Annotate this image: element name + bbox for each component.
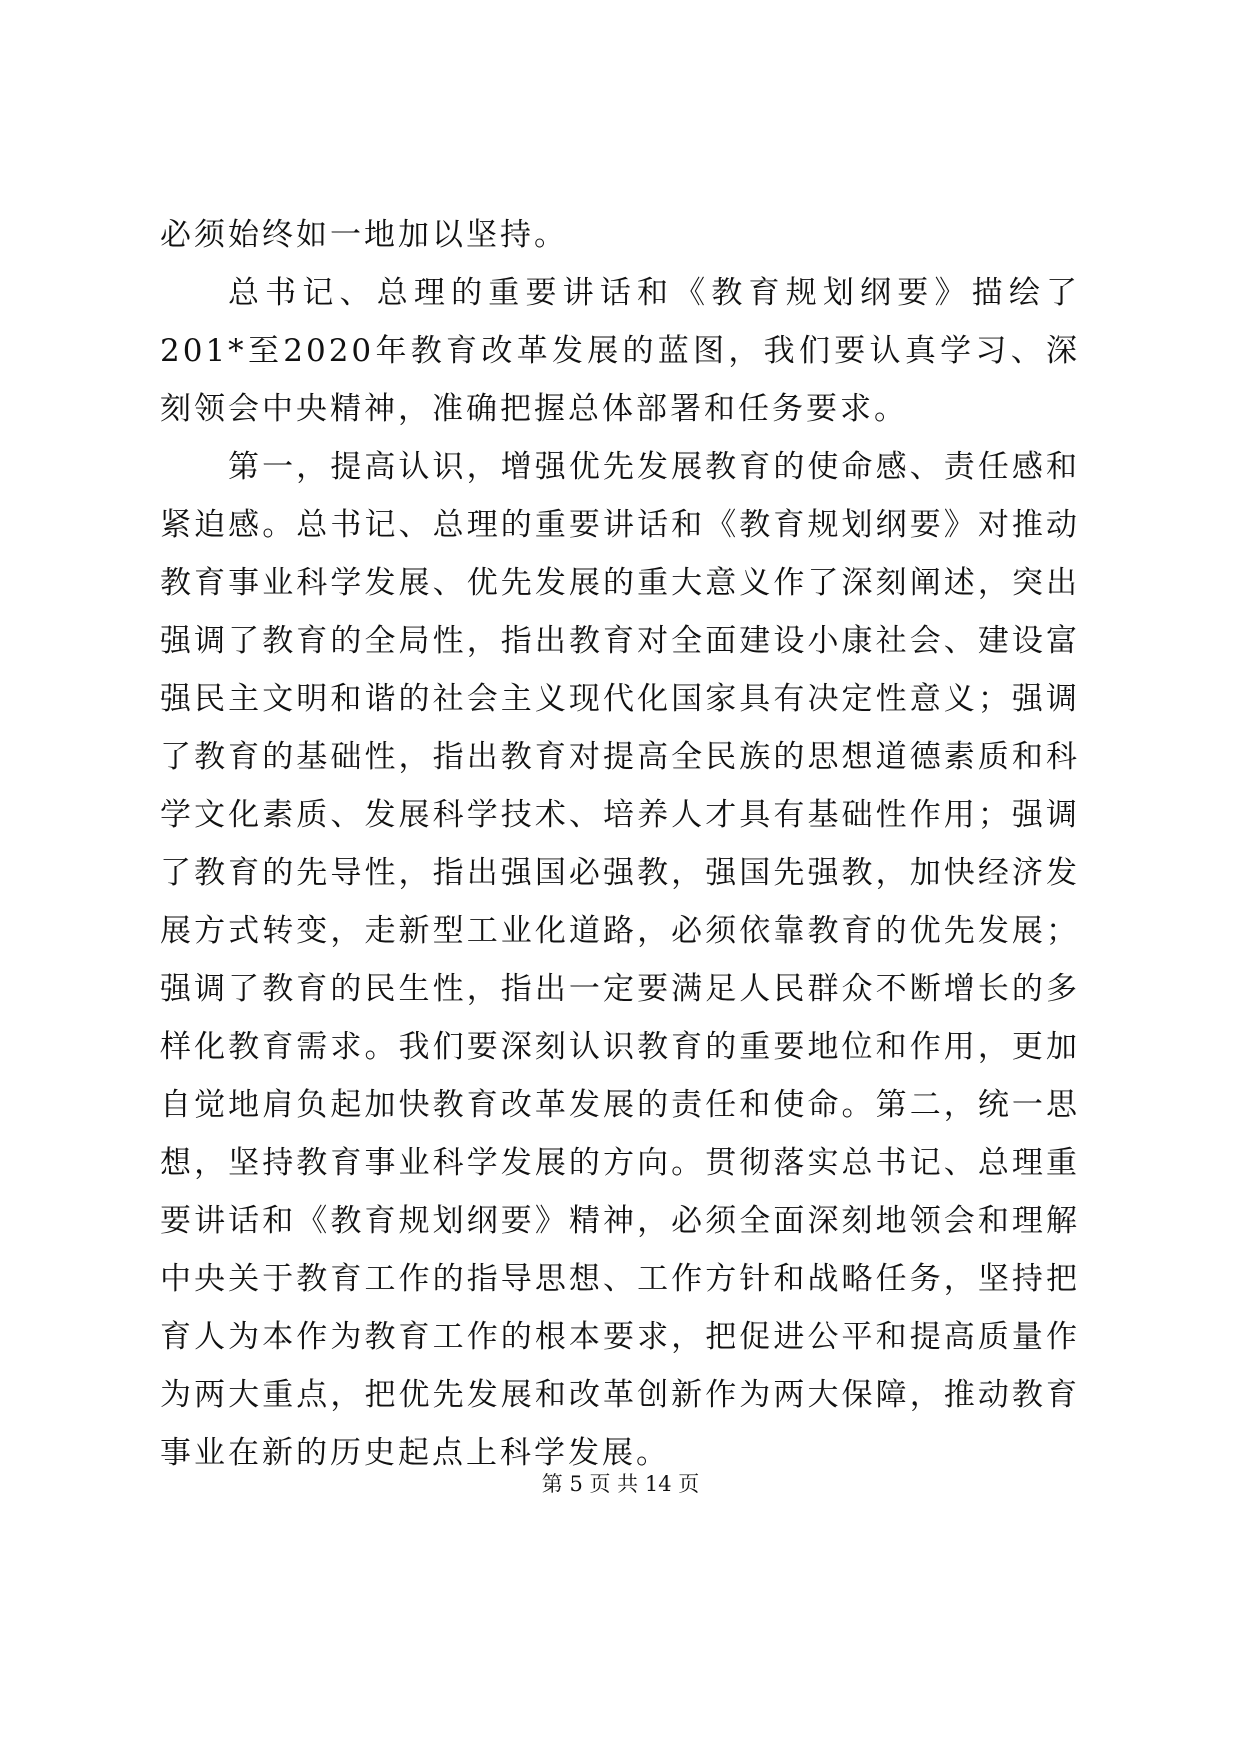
paragraph-continuation: 必须始终如一地加以坚持。 (160, 217, 568, 253)
document-body (160, 206, 1080, 1482)
paragraph-first-second-points: 第一，提高认识，增强优先发展教育的使命感、责任感和紧迫感。总书记、总理的重要讲话和《教育规划纲要》对推动教育事业科学发展、优先发展的重大意义作了深刻阐述，突出强调了教育的全局性，指出教育对全面建设小康社会、建设富强民主文明和谐的社会主义现代化国家具有决定性意义；强调了教育的基础性，指出教育对提高全民族的思想道德素质和科学文化素质、发展科学技术、培养人才具有基础性作用；强调了教育的先导性，指出强国必强教，强国先强教，加快经济发展方式转变，走新型工业化道路，必须依靠教育的优先发展；强调了教育的民生性，指出一定要满足人民群众不断增长的多样化教育需求。我们要深刻认识教育的重要地位和作用，更加自觉地肩负起加快教育改革发展的责任和使命。第二，统一思想，坚持教育事业科学发展的方向。贯彻落实总书记、总理重要讲话和《教育规划纲要》精神，必须全面深刻地领会和理解中央关于教育工作的指导思想、工作方针和战略任务，坚持把育人为本作为教育工作的根本要求，把促进公平和提高质量作为两大重点，把优先发展和改革创新作为两大保障，推动教育事业在新的历史起点上科学发展。 (160, 449, 1080, 1471)
page-number-footer: 第 5 页 共 14 页 (541, 1472, 700, 1496)
paragraph-blueprint: 总书记、总理的重要讲话和《教育规划纲要》描绘了201*至2020年教育改革发展的蓝图，我们要认真学习、深刻领会中央精神，准确把握总体部署和任务要求。 (160, 275, 1080, 427)
